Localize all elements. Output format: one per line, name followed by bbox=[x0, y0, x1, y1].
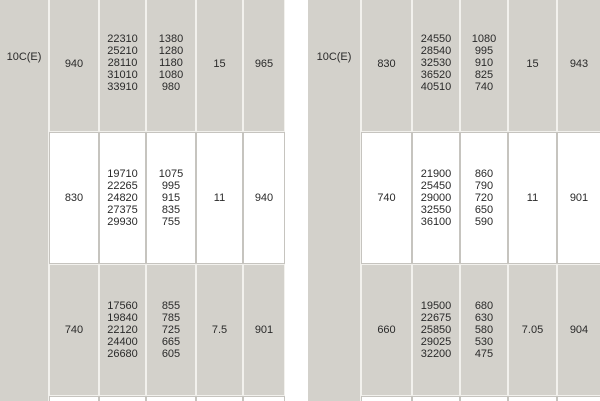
value-item: 22675 bbox=[420, 311, 452, 324]
value-item: 740 bbox=[474, 81, 494, 93]
values-a-cell bbox=[99, 0, 146, 132]
value-item: 590 bbox=[474, 215, 494, 228]
value-item: 785 bbox=[161, 311, 181, 324]
main-value-cell bbox=[361, 264, 412, 396]
values-b-cell bbox=[460, 132, 508, 264]
param-cell bbox=[196, 264, 243, 396]
empty-cell bbox=[508, 396, 557, 401]
values-a-cell bbox=[99, 132, 146, 264]
value-item: 755 bbox=[161, 215, 181, 228]
empty-cell bbox=[49, 396, 99, 401]
value-item: 29025 bbox=[420, 335, 452, 348]
param-value: 7.5 bbox=[211, 324, 228, 336]
value-item: 665 bbox=[161, 335, 181, 348]
value-item: 24820 bbox=[107, 191, 138, 204]
values-b-stack bbox=[147, 32, 195, 95]
value-item: 24550 bbox=[420, 33, 452, 45]
values-b-stack bbox=[147, 167, 195, 230]
band-row bbox=[0, 0, 285, 132]
param-value: 15 bbox=[526, 57, 539, 70]
values-b-cell bbox=[146, 0, 196, 132]
result-value: 901 bbox=[569, 192, 589, 204]
value-item: 29930 bbox=[107, 215, 138, 228]
result-value: 901 bbox=[254, 324, 274, 336]
main-value-cell bbox=[49, 264, 99, 396]
value-item: 19710 bbox=[107, 167, 138, 180]
value-item: 1280 bbox=[158, 45, 184, 57]
value-item: 25210 bbox=[107, 45, 138, 57]
result-cell bbox=[557, 0, 600, 132]
values-a-cell bbox=[99, 264, 146, 396]
value-item: 725 bbox=[161, 323, 181, 336]
row-header-label: 10C(E) bbox=[316, 51, 352, 63]
result-cell bbox=[557, 264, 600, 396]
value-item: 24400 bbox=[107, 335, 138, 348]
result-cell bbox=[243, 0, 285, 132]
param-cell bbox=[508, 132, 557, 264]
value-item: 915 bbox=[161, 191, 181, 204]
empty-cell bbox=[412, 396, 460, 401]
param-cell bbox=[508, 264, 557, 396]
values-a-stack bbox=[100, 167, 145, 230]
value-item: 650 bbox=[474, 203, 494, 216]
main-value-cell bbox=[361, 0, 412, 132]
values-b-stack bbox=[461, 167, 507, 230]
value-item: 580 bbox=[474, 323, 494, 336]
value-item: 28110 bbox=[107, 57, 138, 69]
value-item: 27375 bbox=[107, 203, 138, 216]
values-a-stack bbox=[413, 299, 459, 362]
values-a-stack bbox=[413, 167, 459, 230]
empty-cell bbox=[146, 396, 196, 401]
value-item: 32530 bbox=[420, 57, 452, 69]
value-item: 36100 bbox=[420, 215, 452, 228]
value-item: 40510 bbox=[420, 81, 452, 93]
values-b-cell bbox=[460, 0, 508, 132]
value-item: 855 bbox=[161, 299, 181, 312]
value-item: 790 bbox=[474, 179, 494, 192]
param-value: 7.05 bbox=[521, 324, 544, 336]
result-value: 940 bbox=[254, 192, 274, 204]
main-value-cell bbox=[49, 132, 99, 264]
values-a-stack bbox=[100, 299, 145, 362]
value-item: 19500 bbox=[420, 299, 452, 312]
spec-table-left bbox=[0, 0, 285, 401]
param-cell bbox=[196, 132, 243, 264]
value-item: 22310 bbox=[107, 33, 138, 45]
value-item: 860 bbox=[474, 167, 494, 180]
row-header-label: 10C(E) bbox=[6, 51, 42, 63]
value-item: 32550 bbox=[420, 203, 452, 216]
main-value: 830 bbox=[377, 57, 396, 70]
result-cell bbox=[243, 132, 285, 264]
param-value: 11 bbox=[526, 192, 539, 204]
param-cell bbox=[196, 0, 243, 132]
value-item: 25450 bbox=[420, 179, 452, 192]
row-header-cell bbox=[0, 0, 49, 401]
value-item: 31010 bbox=[107, 69, 138, 81]
value-item: 1075 bbox=[158, 167, 184, 180]
value-item: 720 bbox=[474, 191, 494, 204]
main-value: 830 bbox=[64, 192, 84, 204]
values-b-cell bbox=[146, 132, 196, 264]
value-item: 36520 bbox=[420, 69, 452, 81]
value-item: 680 bbox=[474, 299, 494, 312]
values-b-stack bbox=[461, 32, 507, 95]
value-item: 25850 bbox=[420, 323, 452, 336]
main-value-cell bbox=[49, 0, 99, 132]
value-item: 630 bbox=[474, 311, 494, 324]
value-item: 26680 bbox=[107, 347, 138, 360]
value-item: 1080 bbox=[471, 33, 497, 45]
main-value: 740 bbox=[377, 192, 396, 204]
value-item: 19840 bbox=[107, 311, 138, 324]
empty-cell bbox=[460, 396, 508, 401]
result-cell bbox=[243, 264, 285, 396]
values-a-cell bbox=[412, 0, 460, 132]
value-item: 21900 bbox=[420, 167, 452, 180]
value-item: 1180 bbox=[159, 57, 183, 69]
values-b-stack bbox=[147, 299, 195, 362]
empty-cell bbox=[557, 396, 600, 401]
result-cell bbox=[557, 132, 600, 264]
value-item: 980 bbox=[161, 81, 181, 93]
param-cell bbox=[508, 0, 557, 132]
values-a-stack bbox=[413, 32, 459, 95]
band-row bbox=[308, 0, 600, 132]
result-value: 965 bbox=[254, 57, 274, 70]
main-value: 740 bbox=[64, 324, 84, 336]
value-item: 17560 bbox=[107, 299, 138, 312]
main-value: 660 bbox=[377, 324, 396, 336]
value-item: 1080 bbox=[158, 69, 184, 81]
empty-cell bbox=[196, 396, 243, 401]
result-value: 943 bbox=[569, 57, 589, 70]
main-value-cell bbox=[361, 132, 412, 264]
values-b-cell bbox=[146, 264, 196, 396]
param-value: 11 bbox=[213, 192, 226, 204]
value-item: 29000 bbox=[420, 191, 452, 204]
value-item: 995 bbox=[474, 45, 494, 57]
result-value: 904 bbox=[569, 324, 589, 336]
empty-cell bbox=[99, 396, 146, 401]
spec-table-right bbox=[308, 0, 600, 401]
value-item: 32200 bbox=[420, 347, 452, 360]
value-item: 835 bbox=[161, 203, 181, 216]
value-item: 530 bbox=[474, 335, 494, 348]
values-b-cell bbox=[460, 264, 508, 396]
value-item: 22265 bbox=[107, 179, 138, 192]
empty-cell bbox=[361, 396, 412, 401]
main-value: 940 bbox=[64, 57, 84, 70]
values-a-cell bbox=[412, 132, 460, 264]
empty-cell bbox=[243, 396, 285, 401]
values-b-stack bbox=[461, 299, 507, 362]
values-a-stack bbox=[100, 32, 145, 95]
value-item: 1380 bbox=[158, 33, 184, 45]
param-value: 15 bbox=[213, 57, 226, 70]
value-item: 33910 bbox=[107, 81, 138, 93]
values-a-cell bbox=[412, 264, 460, 396]
value-item: 475 bbox=[474, 347, 494, 360]
value-item: 605 bbox=[161, 347, 181, 360]
value-item: 28540 bbox=[420, 45, 452, 57]
value-item: 22120 bbox=[107, 323, 138, 336]
value-item: 910 bbox=[474, 57, 494, 69]
value-item: 825 bbox=[474, 69, 494, 81]
value-item: 995 bbox=[161, 179, 181, 192]
row-header-cell bbox=[308, 0, 361, 401]
